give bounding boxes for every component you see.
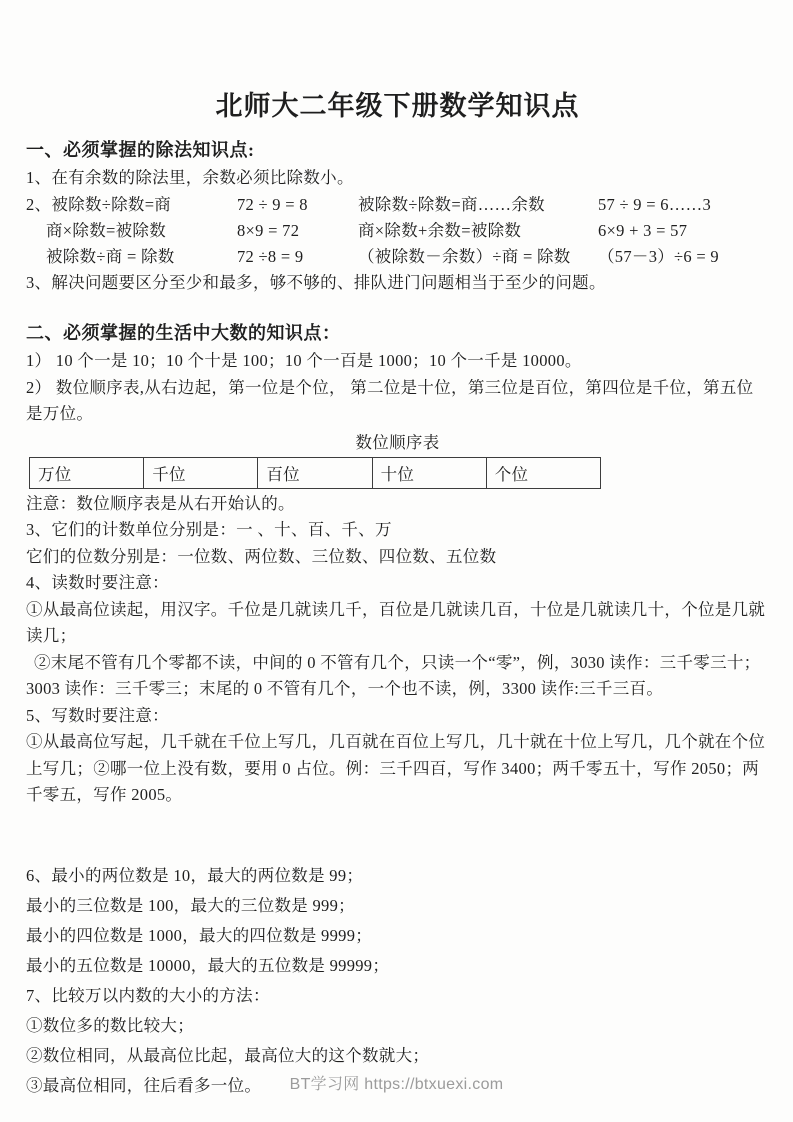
formula-row-1 [26,192,769,218]
table-row [30,457,601,488]
s2-item5: 5、写数时要注意： [26,705,169,725]
formula-example: 72 ÷ 9 = 8 [237,194,308,214]
s2-item4: 4、读数时要注意： [26,573,169,592]
place-value-table-title: 数位顺序表 [355,432,440,452]
s2-item4-note2: ②末尾不管有几个零都不读，中间的 0 不管有几个，只读一个“零”，例，3030 读作：三千零三十；3003 读作：三千零三；末尾的 0 不管有几个，一个也不读，例，3300 读作:三千三百。 [26,652,761,698]
s2-item1: 1） 10 个一是 10；10 个十是 100；10 个一百是 1000；10 个一千是 10000。 [26,351,582,370]
formula-label: 商×除数=被除数 [46,220,167,240]
formula-label: 商×除数+余数=被除数 [358,220,522,240]
formula-example: 57 ÷ 9 = 6……3 [598,194,712,214]
s2-item7: 7、比较万以内数的大小的方法： [26,985,270,1005]
table-cell-gewei: 个位 [486,457,600,488]
formula-example: 72 ÷8 = 9 [237,246,304,266]
s1-item1: 1、在有余数的除法里，余数必须比除数小。 [26,168,354,187]
s2-item6-line3: 最小的四位数是 1000，最大的四位数是 9999； [26,925,373,945]
page-title: 北师大二年级下册数学知识点 [215,91,580,121]
s2-item2: 2） 数位顺序表,从右边起，第一位是个位， 第二位是十位，第三位是百位，第四位是千位，第五位是万位。 [26,377,754,423]
section1-heading: 一、必须掌握的除法知识点: [26,140,255,160]
s1-item3: 3、解决问题要区分至少和最多，够不够的、排队进门问题相当于至少的问题。 [26,272,606,292]
s2-item6-line4: 最小的五位数是 10000，最大的五位数是 99999； [26,955,390,975]
table-cell-shiwei: 十位 [372,457,486,488]
formula-label: （被除数－余数）÷商 = 除数 [358,246,571,266]
formula-example: 8×9 = 72 [237,220,300,240]
formula-row-3 [26,244,769,270]
table-cell-qianwei: 千位 [144,457,258,488]
footer-watermark: BT学习网 https://btxuexi.com [289,1076,504,1093]
section2-heading: 二、必须掌握的生活中大数的知识点： [26,323,341,343]
s2-note: 注意：数位顺序表是从右开始认的。 [26,493,295,513]
place-value-table [29,457,601,489]
formula-row-2 [26,218,769,244]
s2-item5-note1: ①从最高位写起，几千就在千位上写几，几百就在百位上写几，几十就在十位上写几，几个就在个位上写几；②哪一位上没有数，要用 0 占位。例：三千四百，写作 3400；两千零五十，写作 2050；两千零五，写作 2005。 [26,732,766,804]
formula-example: （57－3）÷6 = 9 [598,246,719,266]
s2-item7-note3: ③最高位相同，往后看多一位。 [26,1075,262,1095]
s2-item6-line1: 6、最小的两位数是 10，最大的两位数是 99； [26,865,364,885]
s2-item3b: 它们的位数分别是：一位数、两位数、三位数、四位数、五位数 [26,546,497,566]
s2-item7-note1: ①数位多的数比较大； [26,1015,194,1035]
s2-item7-note2: ②数位相同，从最高位比起，最高位大的这个数就大； [26,1045,430,1065]
s2-item6-line2: 最小的三位数是 100，最大的三位数是 999； [26,895,355,915]
formula-label: 被除数÷除数=商……余数 [358,194,545,214]
formula-label: 2、被除数÷除数=商 [26,194,172,214]
s2-item4-note1: ①从最高位读起，用汉字。千位是几就读几千，百位是几就读几百，十位是几就读几十，个位是几就读几； [26,599,766,645]
table-cell-wanwei: 万位 [30,457,144,488]
formula-example: 6×9 + 3 = 57 [598,220,688,240]
table-cell-baiwei: 百位 [258,457,372,488]
formula-label: 被除数÷商 = 除数 [46,246,175,266]
s2-item3a: 3、它们的计数单位分别是：一 、十、百、千、万 [26,520,392,539]
